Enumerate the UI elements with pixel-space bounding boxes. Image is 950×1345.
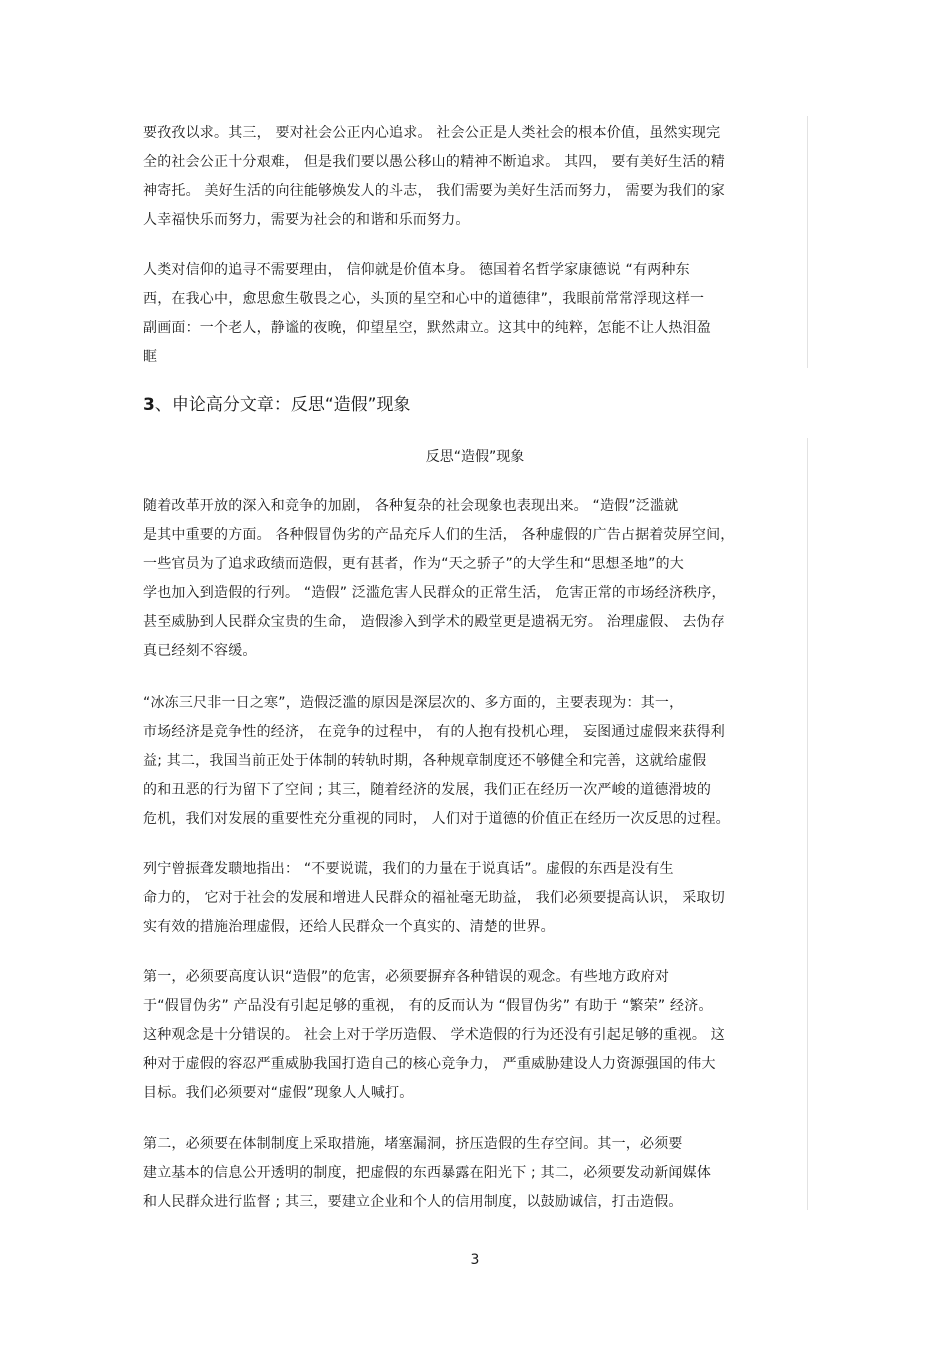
text-line: 学也加入到造假的行列。 “造假” 泛滥危害人民群众的正常生活， 危害正常的市场经济秩序，	[143, 585, 726, 601]
text-line: 神寄托。 美好生活的向往能够焕发人的斗志， 我们需要为美好生活而努力， 需要为我们的家	[143, 183, 725, 199]
paragraph-block-1	[143, 116, 808, 368]
text-line: 西，在我心中，愈思愈生敬畏之心，头顶的星空和心中的道德律”，我眼前常常浮现这样一	[143, 291, 705, 307]
text-line: 要孜孜以求。其三， 要对社会公正内心追求。 社会公正是人类社会的根本价值，虽然实现完	[143, 125, 721, 141]
text-line: 人类对信仰的追寻不需要理由， 信仰就是价值本身。 德国着名哲学家康德说 “有两种东	[143, 262, 690, 278]
article-block	[143, 438, 808, 1210]
section-heading	[143, 394, 410, 416]
text-line: 建立基本的信息公开透明的制度，把虚假的东西暴露在阳光下 ; 其二，必须要发动新闻媒体	[143, 1165, 712, 1181]
section-heading-text: 、申论高分文章：反思“造假”现象	[154, 395, 411, 415]
section-number: 3	[143, 395, 155, 415]
text-line: 随着改革开放的深入和竞争的加剧， 各种复杂的社会现象也表现出来。 “造假”泛滥就	[143, 498, 679, 514]
text-line: 种对于虚假的容忍严重威胁我国打造自己的核心竞争力， 严重威胁建设人力资源强国的伟大	[143, 1056, 716, 1072]
text-line: 人幸福快乐而努力，需要为社会的和谐和乐而努力。	[143, 212, 470, 228]
text-line: 和人民群众进行监督 ; 其三，要建立企业和个人的信用制度，以鼓励诚信，打击造假。	[143, 1194, 683, 1210]
text-line: 于“假冒伪劣” 产品没有引起足够的重视， 有的反而认为 “假冒伪劣” 有助于 “繁荣” 经济。	[143, 998, 713, 1014]
text-line: 第一，必须要高度认识“造假”的危害，必须要摒弃各种错误的观念。有些地方政府对	[143, 969, 670, 985]
text-line: 是其中重要的方面。 各种假冒伪劣的产品充斥人们的生活， 各种虚假的广告占据着荧屏空间，	[143, 527, 735, 543]
text-line: 真已经刻不容缓。	[143, 643, 257, 659]
text-line: 实有效的措施治理虚假，还给人民群众一个真实的、清楚的世界。	[143, 919, 555, 935]
page-number: 3	[470, 1252, 480, 1268]
text-line: 危机，我们对发展的重要性充分重视的同时， 人们对于道德的价值正在经历一次反思的过程。	[143, 811, 730, 827]
text-line: 全的社会公正十分艰难， 但是我们要以愚公移山的精神不断追求。 其四， 要有美好生活的精	[143, 154, 725, 170]
text-line: 一些官员为了追求政绩而造假，更有甚者，作为“天之骄子”的大学生和“思想圣地”的大	[143, 556, 685, 572]
text-line: 市场经济是竞争性的经济， 在竞争的过程中， 有的人抱有投机心理， 妄图通过虚假来获得利	[143, 724, 725, 740]
text-line: 列宁曾振聋发聩地指出： “不要说谎，我们的力量在于说真话”。虚假的东西是没有生	[143, 861, 674, 877]
text-line: “冰冻三尺非一日之寒”，造假泛滥的原因是深层次的、多方面的，主要表现为：其一，	[143, 695, 684, 711]
text-line: 副画面：一个老人，静谧的夜晚，仰望星空，默然肃立。这其中的纯粹，怎能不让人热泪盈	[143, 320, 711, 336]
text-line: 这种观念是十分错误的。 社会上对于学历造假、 学术造假的行为还没有引起足够的重视。 这	[143, 1027, 725, 1043]
text-line: 的和丑恶的行为留下了空间 ; 其三，随着经济的发展，我们正在经历一次严峻的道德滑坡的	[143, 782, 712, 798]
text-line: 眶	[143, 349, 158, 365]
text-line: 甚至威胁到人民群众宝贵的生命， 造假渗入到学术的殿堂更是遗祸无穷。 治理虚假、 去伪存	[143, 614, 725, 630]
text-line: 益; 其二，我国当前正处于体制的转轨时期，各种规章制度还不够健全和完善，这就给虚假	[143, 753, 707, 769]
text-line: 目标。我们必须要对“虚假”现象人人喊打。	[143, 1085, 414, 1101]
text-line: 第二，必须要在体制制度上采取措施，堵塞漏洞，挤压造假的生存空间。其一，必须要	[143, 1136, 683, 1152]
article-title: 反思“造假”现象	[425, 449, 525, 465]
text-line: 命力的， 它对于社会的发展和增进人民群众的福祉毫无助益， 我们必须要提高认识， 采取切	[143, 890, 725, 906]
